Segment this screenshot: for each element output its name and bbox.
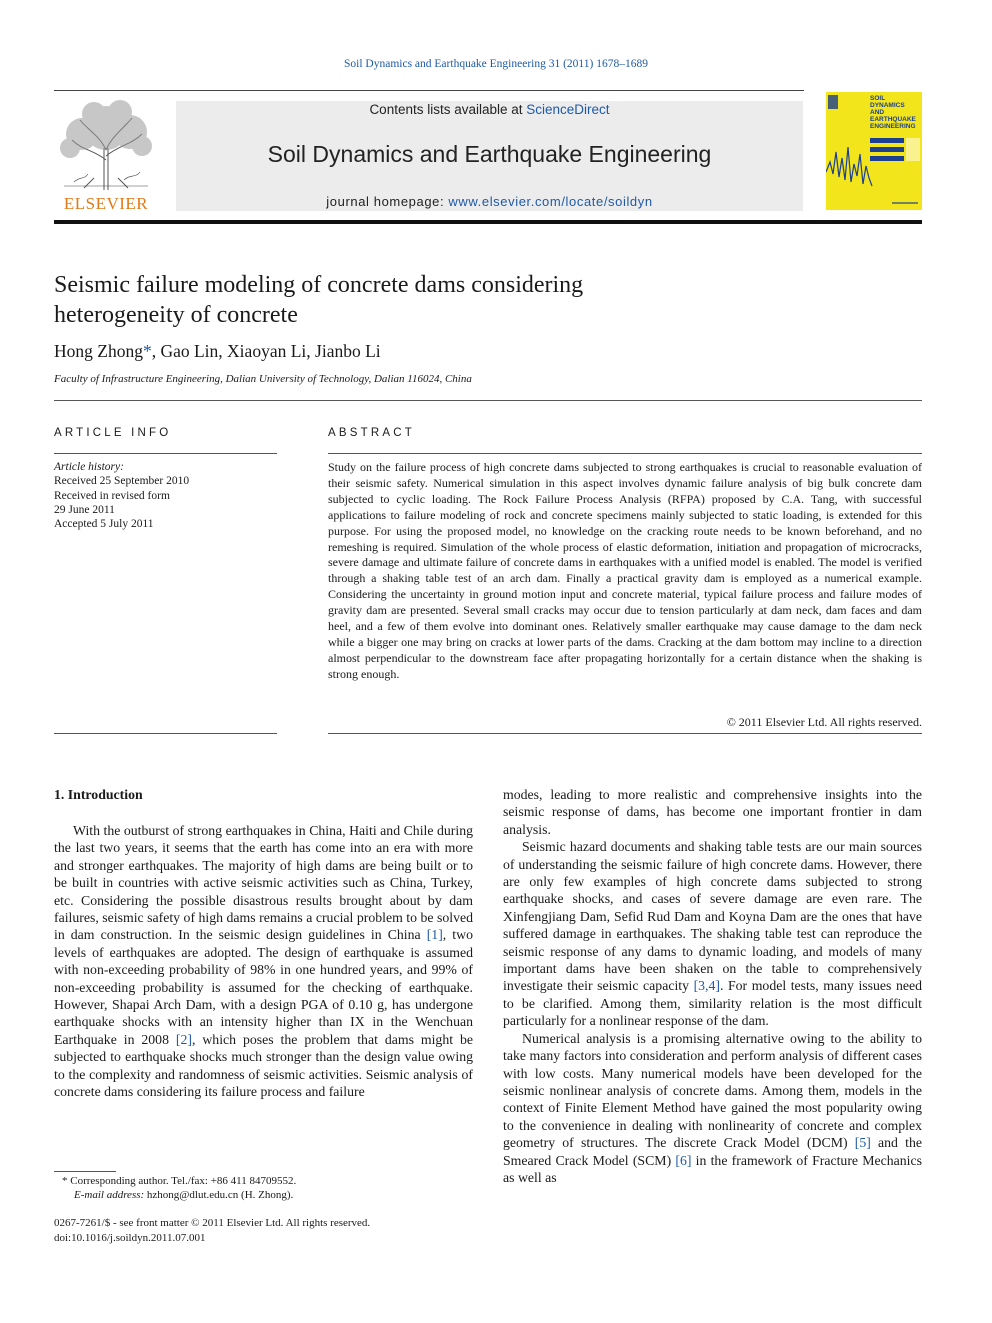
history-item: 29 June 2011 xyxy=(54,503,115,516)
text-run: , which poses the problem that dams might be subjected to earthquake shocks much stronger than the design value owing to the complexity and randomness of seismic activities. Seismic analysis of concrete dams considering its failure process and failure xyxy=(54,1031,473,1100)
abstract-copyright: © 2011 Elsevier Ltd. All rights reserved. xyxy=(726,715,922,729)
text-run: Seismic hazard documents and shaking table tests are our main sources of understanding the seismic failure of high concrete dams. However, there are only few examples of high concrete dams subjected to strong earthquake shocks, and cases of severe damage are even rare. The Xinfengjiang Dam, Sefid Rud Dam and Koyna Dam are the ones that have suffered damage in earthquakes. The shaking table test can reproduce the seismic response of any dams to dynamic loading, and models of many important dams have been shaken on the table to comprehensively investigate their seismic capacity xyxy=(503,839,922,994)
contents-prefix: Contents lists available at xyxy=(369,102,527,117)
cover-title-line: EARTHQUAKE xyxy=(870,116,916,123)
corresponding-star-link[interactable]: * xyxy=(142,341,152,361)
history-item: Received in revised form xyxy=(54,489,170,502)
abstract-text: Study on the failure process of high concrete dams subjected to strong earthquakes is crucial to reasonable evaluation of their seismic safety. Numerical simulation in this aspect involves dynamic failure analysis of big bulk concrete dam subjected to cyclic loading. The Rock Failure Process Analysis (RFPA) proposed by C.A. Tang, with successful applications to failure modeling of rock and concrete specimens mainly subjected to static loading, is extended for this purpose. For using the proposed model, no knowledge on the cracking route needs to be known beforehand, and no remeshing is required. Simulation of the whole process of elastic deformation, initiation and propagation of microcracks, severe damage and ultimate failure of concrete dams in earthquakes with a unified model is enabled. The model is verified through a shaking table test of an arch dam. Finally a practical gravity dam is employed as a numerical example. Considering the uncertainty in ground motion input and concrete material, typical failure process and failure modes of gravity dam are presented. Several small cracks may occur due to tension particularly at dam neck, dam faces and dam heel, and a few of them evolve into dominant ones. Relatively smaller earthquake may cause damage to the dam neck while a bigger one may bring on cracks at lower parts of the dams. Cracking at the dam bottom may incline to a direction almost perpendicular to the downstream face after propagating horizontally for a certain distance when the shaking is strong enough. xyxy=(328,460,922,681)
author-name: Jianbo Li xyxy=(315,341,381,361)
article-info-rule xyxy=(54,453,277,454)
cover-title-line: ENGINEERING xyxy=(870,123,916,130)
history-label: Article history: xyxy=(54,461,124,473)
cover-title xyxy=(870,95,922,130)
elsevier-tree-icon xyxy=(54,100,158,192)
article-history xyxy=(54,460,277,531)
masthead-rule xyxy=(54,90,804,91)
cover-title-line: SOIL xyxy=(870,95,886,102)
abstract-rule xyxy=(328,733,922,734)
email-note xyxy=(62,1188,296,1202)
cover-title-line: DYNAMICS xyxy=(870,102,905,109)
text-run: With the outburst of strong earthquakes in China, Haiti and Chile during the last two years, it seems that the earth has come into an era with more and stronger earthquakes. The majority of high dams are being built or to be built in countries with active seismic activities such as China, Turkey, etc. Considering the possible disastrous results brought about by dam failures, seismic safety of high dams remains a crucial problem to be solved in dam construction. In the seismic design guidelines in China xyxy=(54,823,473,943)
footnote-rule xyxy=(54,1171,116,1172)
issn-line: 0267-7261/$ - see front matter © 2011 Elsevier Ltd. All rights reserved. xyxy=(54,1217,371,1229)
history-item: Accepted 5 July 2011 xyxy=(54,518,154,531)
reference-link[interactable]: [6] xyxy=(675,1152,692,1168)
journal-citation[interactable]: Soil Dynamics and Earthquake Engineering 31 (2011) 1678–1689 xyxy=(344,58,648,70)
text-run: Numerical analysis is a promising alternative owing to the ability to take many factors into consideration and perform analysis of different cases with low costs. Many numerical models have been developed for the seismic nonlinear analysis of concrete dams. Among them, models in the context of Finite Element Method have gained the most popularity owing to the convenience in dealing with nonlinearity of concrete and complex geometry of structures. The discrete Crack Model (DCM) xyxy=(503,1030,922,1151)
author-name: Gao Lin xyxy=(160,341,219,361)
body-paragraph xyxy=(503,838,922,1029)
body-column-left xyxy=(54,822,473,1101)
reference-link[interactable]: [1] xyxy=(426,927,443,943)
sciencedirect-link[interactable]: ScienceDirect xyxy=(526,102,610,117)
elsevier-logo xyxy=(54,100,158,214)
email-address[interactable]: hzhong@dlut.edu.cn (H. Zhong). xyxy=(144,1189,294,1201)
issn-doi-block xyxy=(54,1216,370,1245)
history-item: Received 25 September 2010 xyxy=(54,475,190,488)
text-run: and the Smeared Crack Model (SCM) xyxy=(503,1135,922,1168)
article-info-rule xyxy=(54,733,277,734)
section-heading-introduction: 1. Introduction xyxy=(54,787,143,802)
homepage-line xyxy=(176,194,803,209)
body-column-right xyxy=(503,786,922,1186)
footnotes xyxy=(62,1174,296,1202)
journal-masthead xyxy=(176,101,803,211)
abstract-heading: ABSTRACT xyxy=(328,427,415,439)
reference-link[interactable]: [5] xyxy=(854,1135,871,1151)
body-paragraph xyxy=(54,822,473,1101)
email-label: E-mail address: xyxy=(74,1189,145,1201)
journal-name: Soil Dynamics and Earthquake Engineering xyxy=(267,141,712,167)
article-title-line: heterogeneity of concrete xyxy=(54,302,298,328)
cover-title-line: AND xyxy=(870,109,885,116)
header-thick-rule xyxy=(54,220,922,224)
journal-cover[interactable] xyxy=(826,92,922,210)
abstract-rule xyxy=(328,453,922,454)
doi-line[interactable]: doi:10.1016/j.soildyn.2011.07.001 xyxy=(54,1231,206,1244)
publisher-wordmark: ELSEVIER xyxy=(63,194,149,213)
reference-link[interactable]: [2] xyxy=(175,1031,192,1047)
text-run: , two levels of earthquakes are adopted. The design of earthquake is assumed with non-exceeding probability of 98% in one hundred years, and 99% of non-exceeding probability is assumed for the checking of earthquake. However, Shapai Arch Dam, with a design PGA of 0.10 g, has undergone earthquake shocks with an intensity higher than IX in the Wenchuan Earthquake in 2008 xyxy=(54,927,473,1047)
author-name: Xiaoyan Li xyxy=(227,341,307,361)
text-run: in the framework of Fracture Mechanics as well as xyxy=(503,1152,922,1185)
author-list: Hong Zhong*, Gao Lin, Xiaoyan Li, Jianbo Li xyxy=(54,341,381,361)
corresponding-author-note: * Corresponding author. Tel./fax: +86 411 84709552. xyxy=(62,1175,297,1187)
text-run: . For model tests, many issues need to be clarified. Among them, similarity relation is the most difficult particularly for a nonlinear response of the dam. xyxy=(503,978,922,1029)
article-title-line: Seismic failure modeling of concrete dams considering xyxy=(54,272,584,298)
body-paragraph: modes, leading to more realistic and comprehensive insights into the seismic response of dams, has become one important frontier in dam analysis. xyxy=(503,787,922,837)
article-info-heading: ARTICLE INFO xyxy=(54,427,172,439)
contents-line xyxy=(176,102,803,117)
reference-link[interactable]: [3,4] xyxy=(693,978,720,994)
affiliation: Faculty of Infrastructure Engineering, Dalian University of Technology, Dalian 116024, China xyxy=(54,373,472,385)
homepage-prefix: journal homepage: xyxy=(326,194,449,209)
homepage-link[interactable]: www.elsevier.com/locate/soildyn xyxy=(448,194,653,209)
body-paragraph xyxy=(503,1030,922,1187)
article-title xyxy=(54,270,754,330)
author-name: Hong Zhong xyxy=(54,341,143,361)
section-rule xyxy=(54,400,922,401)
